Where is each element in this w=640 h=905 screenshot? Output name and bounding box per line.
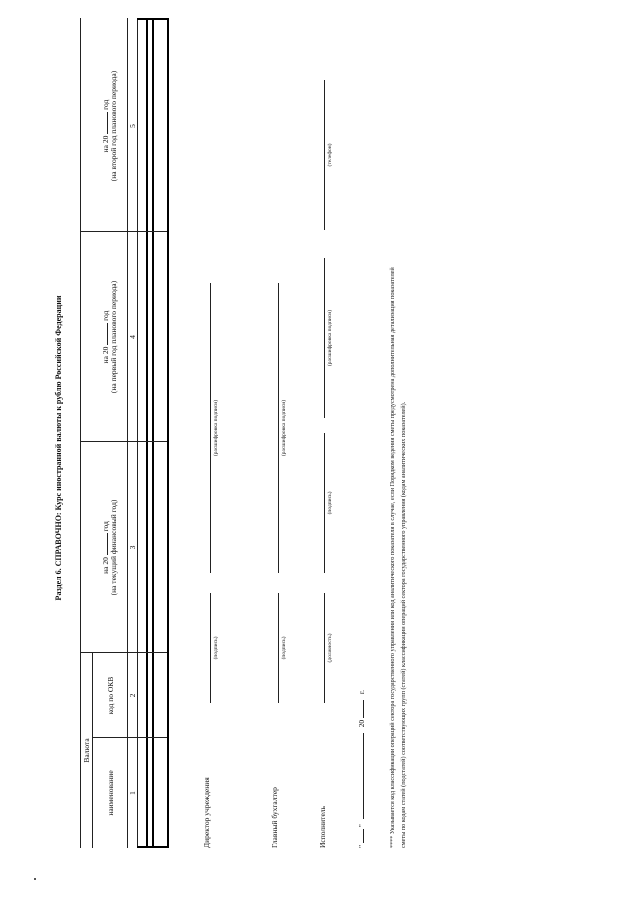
table-top-border bbox=[80, 18, 81, 848]
col-number-4: 4 bbox=[128, 335, 137, 339]
col-divider-4 bbox=[80, 231, 167, 232]
executor-phone-line[interactable] bbox=[324, 80, 325, 230]
date-month-field[interactable] bbox=[356, 733, 364, 819]
col5-year-header: на 20 год bbox=[101, 99, 110, 153]
executor-decoding-line[interactable] bbox=[324, 258, 325, 418]
data-row-line-2 bbox=[152, 18, 154, 848]
footnote-line-2: сметы по кодам статей (подстатей) соответствующих групп (статей) классификации операций сектора государственного управления (кодам аналитических показателей). bbox=[400, 401, 407, 848]
director-decoding-caption: (расшифровка подписи) bbox=[213, 399, 219, 457]
director-decoding-line[interactable] bbox=[210, 283, 211, 573]
numbers-row-bottom bbox=[137, 18, 138, 848]
director-signature-caption: (подпись) bbox=[213, 636, 219, 660]
executor-position-caption: (должность) bbox=[327, 633, 333, 663]
accountant-signature-caption: (подпись) bbox=[281, 636, 287, 660]
currency-rate-table bbox=[80, 18, 170, 848]
accountant-signature-line[interactable] bbox=[278, 593, 279, 703]
accountant-decoding-line[interactable] bbox=[278, 283, 279, 573]
col-name-header: наименование bbox=[106, 770, 115, 816]
date-year-prefix: 20 bbox=[357, 719, 366, 728]
col-number-2: 2 bbox=[128, 693, 137, 698]
col-divider-3 bbox=[80, 441, 167, 442]
data-row-line-1 bbox=[146, 18, 148, 848]
col3-period-note: (на текущий финансовый год) bbox=[109, 499, 118, 596]
date-year-field[interactable] bbox=[356, 700, 364, 718]
col-okv-header: код по ОКВ bbox=[106, 676, 115, 715]
executor-decoding-caption: (расшифровка подписи) bbox=[327, 309, 333, 367]
currency-group-header: Валюта bbox=[82, 738, 91, 763]
table-bottom-border bbox=[167, 18, 169, 848]
table-right-border bbox=[137, 18, 167, 20]
date-quote-open: " bbox=[357, 844, 366, 848]
director-signature-line[interactable] bbox=[210, 593, 211, 703]
col-number-3: 3 bbox=[128, 545, 137, 550]
col4-year-header: на 20 год bbox=[101, 310, 110, 364]
date-quote-close: " bbox=[357, 824, 366, 828]
rotated-form bbox=[0, 18, 640, 878]
date-day-field[interactable] bbox=[356, 829, 364, 843]
accountant-decoding-caption: (расшифровка подписи) bbox=[281, 399, 287, 457]
col5-period-note: (на второй год планового периода) bbox=[109, 70, 118, 182]
executor-phone-caption: (телефон) bbox=[327, 143, 333, 167]
scan-speck bbox=[34, 878, 36, 880]
col-number-1: 1 bbox=[128, 791, 137, 795]
executor-signature-line[interactable] bbox=[324, 433, 325, 573]
director-label: Директор учреждения bbox=[202, 777, 211, 848]
executor-label: Исполнитель bbox=[318, 806, 327, 848]
col-divider-2 bbox=[80, 652, 167, 653]
col4-period-note: (на первый год планового периода) bbox=[109, 280, 118, 394]
footnote-line-1: **** Указывается код классификации операций сектора государственного управления или код аналитического показателя в случае, если Порядком ведения сметы предусмотрена дополнительная детализация показателей bbox=[389, 267, 396, 848]
table-left-border bbox=[137, 846, 167, 848]
executor-signature-caption: (подпись) bbox=[327, 491, 333, 515]
col3-year-header: на 20 год bbox=[101, 521, 110, 574]
col-number-5: 5 bbox=[128, 124, 137, 128]
section-title: Раздел 6. СПРАВОЧНО: Курс иностранной валюты к рублю Российской Федерации bbox=[54, 295, 63, 601]
executor-position-line[interactable] bbox=[324, 593, 325, 703]
accountant-label: Главный бухгалтер bbox=[270, 787, 279, 848]
date-line bbox=[356, 690, 366, 848]
date-year-suffix: г. bbox=[357, 690, 366, 695]
currency-group-divider bbox=[92, 653, 93, 848]
